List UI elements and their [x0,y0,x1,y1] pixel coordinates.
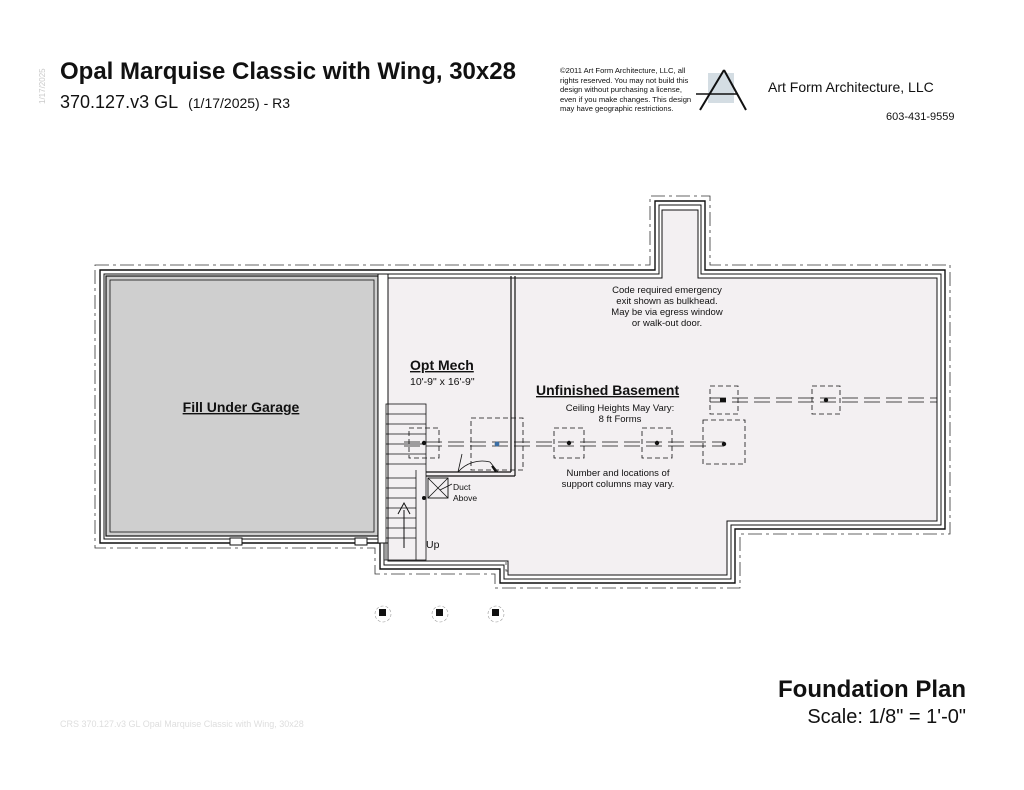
plan-code: 370.127.v3 GL [60,92,179,112]
egress-note: exit shown as bulkhead. [616,296,718,307]
stair-up-label: Up [426,539,440,551]
ceiling-note: 8 ft Forms [598,414,642,425]
deck-pier [492,609,499,616]
support-column [495,442,500,447]
copyright-line: design without purchasing a license, [560,85,682,95]
egress-note: Code required emergency [612,285,722,296]
plan-scale: Scale: 1/8" = 1'-0" [807,706,966,728]
support-column [422,496,426,500]
copyright-line: may have geographic restrictions. [560,104,674,114]
deck-pier [379,609,386,616]
egress-note: or walk-out door. [631,318,703,329]
copyright-line: rights reserved. You may not build this [560,75,689,85]
plan-date: (1/17/2025) - R3 [188,95,291,111]
support-column [722,442,726,446]
columns-note: support columns may vary. [561,479,675,490]
support-column [824,398,828,402]
duct-label: Above [453,493,478,503]
copyright-line: even if you make changes. This design [560,94,692,104]
support-column [655,441,659,445]
support-column [567,441,571,445]
duct-label: Duct [453,482,471,492]
deck-pier [436,609,443,616]
page-title: Opal Marquise Classic with Wing, 30x28 [60,58,516,85]
mech-room-label: Opt Mech [410,357,474,373]
support-column [422,441,426,445]
footer-note: CRS 370.127.v3 GL Opal Marquise Classic with Wing, 30x28 [60,719,304,729]
plan-title: Foundation Plan [778,676,966,703]
basement-label: Unfinished Basement [536,382,680,398]
egress-note: May be via egress window [611,307,723,318]
support-column [720,398,726,402]
columns-note: Number and locations of [566,468,670,479]
copyright-line: ©2011 Art Form Architecture, LLC, all [560,66,686,75]
mech-room-dimensions: 10'-9" x 16'-9" [410,376,475,388]
firm-name: Art Form Architecture, LLC [768,79,934,95]
garage-separating-wall [378,274,388,543]
vertical-date: 1/17/2025 [38,68,47,104]
garage-label: Fill Under Garage [182,399,300,415]
ceiling-note: Ceiling Heights May Vary: [565,403,675,414]
firm-phone: 603-431-9559 [886,111,955,123]
